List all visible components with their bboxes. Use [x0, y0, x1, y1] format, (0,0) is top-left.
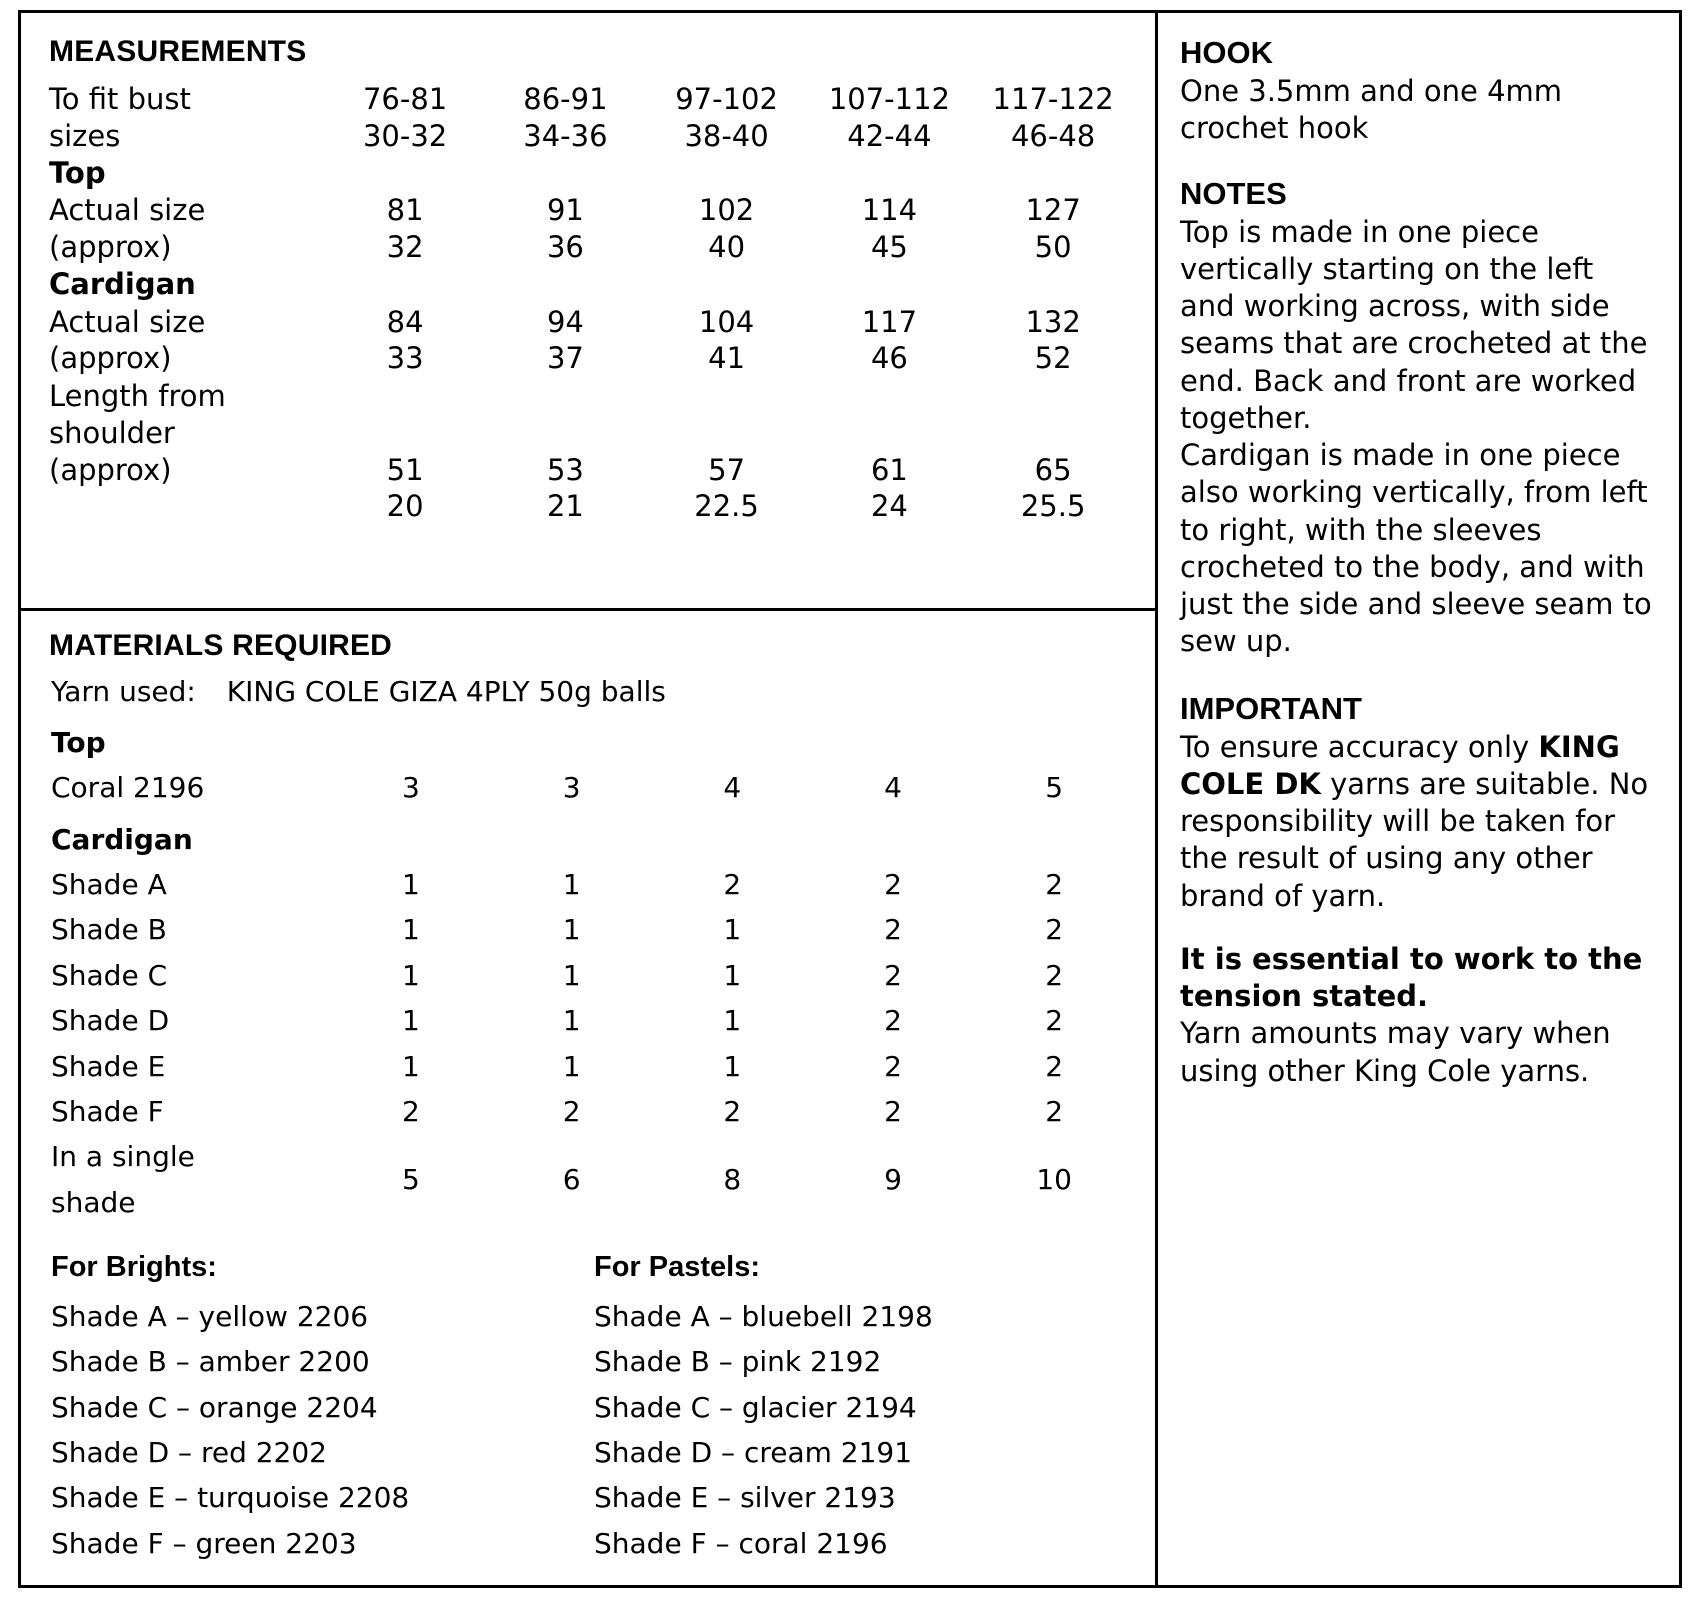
row-label: (approx) [49, 341, 172, 376]
cell-value: 37 [546, 341, 584, 376]
yarn-used-value: KING COLE GIZA 4PLY 50g balls [226, 675, 666, 708]
list-item: Shade F – coral 2196 [594, 1526, 888, 1560]
cell-value: 32 [386, 229, 424, 264]
list-item: Shade B – amber 2200 [51, 1345, 370, 1379]
cell-value: 25.5 [1020, 489, 1086, 524]
list-item: Shade D – cream 2191 [594, 1436, 913, 1470]
right-column [1158, 13, 1679, 1585]
cell-value: 1 [562, 868, 581, 902]
single-shade-label [49, 1134, 331, 1225]
brights-column [49, 1251, 592, 1566]
table-row [49, 1089, 1135, 1134]
yarn-amounts-note: Yarn amounts may vary when using other King Cole yarns. [1180, 1016, 1611, 1088]
cell-value: 76-81 [362, 82, 448, 116]
yarn-used-label: Yarn used: [51, 675, 196, 708]
cell-value: 4 [723, 771, 742, 805]
cell-value: 45 [870, 229, 908, 264]
cell-value: 34-36 [523, 118, 608, 153]
table-row [49, 862, 1135, 907]
cell-value: 1 [723, 958, 742, 992]
cell-value: 2 [401, 1094, 420, 1128]
table-row [49, 953, 1135, 998]
cell-value: 33 [386, 341, 424, 376]
row-label: Shade C [51, 958, 168, 992]
cell-value: 5 [1045, 771, 1064, 805]
table-row [49, 154, 1135, 192]
row-label: Shade A [51, 868, 167, 902]
table-row [49, 714, 1135, 765]
cell-value: 2 [1045, 913, 1064, 947]
list-item: Shade A – yellow 2206 [51, 1299, 369, 1333]
row-label: Shade B [51, 913, 167, 947]
cell-value: 21 [546, 489, 584, 524]
row-label: Coral 2196 [51, 771, 205, 805]
table-row [49, 304, 1135, 341]
cell-value: 46-48 [1010, 118, 1096, 153]
notes-title: NOTES [1180, 175, 1287, 211]
table-row [49, 488, 1135, 525]
cell-value: 117 [861, 304, 918, 339]
hook-text: One 3.5mm and one 4mm crochet hook [1180, 74, 1563, 146]
cell-value: 2 [884, 1049, 902, 1083]
cell-value: 61 [870, 452, 908, 487]
important-title: IMPORTANT [1180, 690, 1362, 726]
cell-value: 86-91 [523, 82, 608, 116]
cell-value: 1 [401, 1049, 420, 1083]
cell-value: 2 [884, 868, 902, 902]
cell-value: 117-122 [992, 82, 1114, 116]
row-label: sizes [49, 118, 121, 153]
row-label: Shade D [51, 1004, 170, 1038]
notes-text-cardigan: Cardigan is made in one piece also working vertically, from left to right, with the sleeves crocheted to the body, and with just the side and sleeve seam to sew up. [1180, 438, 1652, 659]
shade-lists [49, 1251, 1135, 1566]
table-row [49, 81, 1135, 118]
list-item: Shade E – silver 2193 [594, 1481, 896, 1515]
table-row [49, 811, 1135, 862]
cell-value: 2 [1045, 1049, 1064, 1083]
materials-title: MATERIALS REQUIRED [49, 629, 393, 662]
cell-value: 6 [562, 1162, 581, 1196]
cell-value: 81 [386, 193, 424, 228]
cell-value: 91 [546, 193, 584, 228]
cell-value: 24 [870, 489, 908, 524]
table-row [49, 1044, 1135, 1089]
list-item: Shade A – bluebell 2198 [594, 1299, 933, 1333]
length-label-line1: Length from [49, 378, 226, 413]
table-row [49, 377, 1135, 415]
cell-value: 2 [1045, 1004, 1064, 1038]
cell-value: 102 [698, 193, 755, 228]
cell-value: 1 [562, 1049, 581, 1083]
cell-value: 50 [1034, 229, 1072, 264]
table-row [49, 1134, 1135, 1225]
cell-value: 1 [562, 958, 581, 992]
cell-value: 2 [1045, 1094, 1064, 1128]
cell-value: 2 [1045, 958, 1064, 992]
cell-value: 3 [401, 771, 420, 805]
cell-value: 57 [708, 452, 746, 487]
pastels-title: For Pastels: [594, 1250, 760, 1283]
pastels-column [592, 1251, 1135, 1566]
measurements-title: MEASUREMENTS [49, 35, 307, 68]
cell-value: 52 [1034, 341, 1072, 376]
list-item: Shade B – pink 2192 [594, 1345, 882, 1379]
brights-title: For Brights: [51, 1250, 217, 1283]
cell-value: 51 [386, 452, 424, 487]
table-row [49, 192, 1135, 229]
row-label: Shade F [51, 1094, 164, 1128]
table-row [49, 265, 1135, 303]
cell-value: 53 [546, 452, 584, 487]
row-label: (approx) [49, 452, 172, 487]
list-item: Shade C – orange 2204 [51, 1390, 378, 1424]
cell-value: 5 [401, 1162, 420, 1196]
measurements-section [21, 13, 1155, 611]
cell-value: 1 [401, 868, 420, 902]
cell-value: 38-40 [684, 118, 769, 153]
pattern-page [18, 10, 1682, 1588]
important-text-post: yarns are suitable. No responsibility will be taken for the result of using any other brand of yarn. [1180, 766, 1649, 913]
cell-value: 36 [546, 229, 584, 264]
essential-tension-note: It is essential to work to the tension stated. [1180, 941, 1643, 1013]
cell-value: 1 [723, 1004, 742, 1038]
cell-value: 3 [562, 771, 581, 805]
row-label: To fit bust [49, 82, 191, 116]
cell-value: 2 [562, 1094, 581, 1128]
cell-value: 41 [708, 341, 746, 376]
length-label-line2: shoulder [49, 415, 175, 450]
cell-value: 2 [1045, 868, 1064, 902]
left-column [21, 13, 1158, 1585]
row-label: Shade E [51, 1049, 166, 1083]
cell-value: 107-112 [828, 82, 950, 116]
table-row [49, 765, 1135, 810]
cell-value: 10 [1036, 1162, 1072, 1196]
cell-value: 104 [698, 304, 755, 339]
hook-title: HOOK [1180, 35, 1273, 70]
subheading-top: Top [51, 726, 106, 759]
table-row [49, 998, 1135, 1043]
cell-value: 46 [870, 341, 908, 376]
cell-value: 22.5 [694, 489, 759, 524]
single-shade-label-line1: In a single [51, 1140, 195, 1174]
cell-value: 2 [884, 1004, 902, 1038]
cell-value: 97-102 [675, 82, 778, 116]
list-item: Shade C – glacier 2194 [594, 1390, 917, 1424]
table-row [49, 452, 1135, 489]
cell-value: 127 [1025, 193, 1081, 228]
subheading-cardigan: Cardigan [49, 267, 196, 302]
cell-value: 8 [723, 1162, 742, 1196]
cell-value: 40 [708, 229, 746, 264]
subheading-top: Top [49, 156, 106, 191]
yarn-used-line [51, 675, 1135, 708]
row-label: Actual size [49, 304, 206, 339]
important-text [1180, 729, 1655, 915]
table-row [49, 118, 1135, 155]
cell-value: 42-44 [847, 118, 932, 153]
table-row [49, 415, 1135, 452]
cell-value: 2 [884, 913, 902, 947]
row-label [49, 488, 325, 525]
cell-value: 65 [1034, 452, 1072, 487]
cell-value: 2 [723, 868, 742, 902]
cell-value: 1 [723, 1049, 742, 1083]
cell-value: 20 [386, 489, 424, 524]
cell-value: 2 [884, 958, 902, 992]
single-shade-label-line2: shade [51, 1185, 136, 1219]
cell-value: 2 [723, 1094, 742, 1128]
cell-value: 1 [401, 1004, 420, 1038]
cell-value: 9 [884, 1162, 902, 1196]
important-text-pre: To ensure accuracy only [1180, 729, 1539, 764]
materials-table [49, 714, 1135, 1225]
table-row [49, 907, 1135, 952]
materials-section [21, 611, 1155, 1574]
cell-value: 114 [861, 193, 918, 228]
cell-value: 84 [386, 304, 424, 339]
row-label: (approx) [49, 229, 172, 264]
cell-value: 94 [546, 304, 584, 339]
cell-value: 1 [401, 913, 420, 947]
cell-value: 30-32 [362, 118, 448, 153]
cell-value: 1 [401, 958, 420, 992]
cell-value: 1 [562, 1004, 581, 1038]
cell-value: 132 [1025, 304, 1081, 339]
notes-text-top: Top is made in one piece vertically starting on the left and working across, with side seams that are crocheted at the end. Back and front are worked together. [1180, 214, 1648, 435]
list-item: Shade F – green 2203 [51, 1526, 357, 1560]
cell-value: 1 [562, 913, 581, 947]
cell-value: 1 [723, 913, 742, 947]
table-row [49, 340, 1135, 377]
row-label: Actual size [49, 193, 206, 228]
subheading-cardigan: Cardigan [51, 822, 193, 856]
table-row [49, 229, 1135, 266]
brand-name: KING COLE DK [1180, 729, 1620, 801]
cell-value: 4 [884, 771, 902, 805]
list-item: Shade E – turquoise 2208 [51, 1481, 410, 1515]
cell-value: 2 [884, 1094, 902, 1128]
list-item: Shade D – red 2202 [51, 1436, 327, 1470]
measurements-table [49, 81, 1135, 525]
